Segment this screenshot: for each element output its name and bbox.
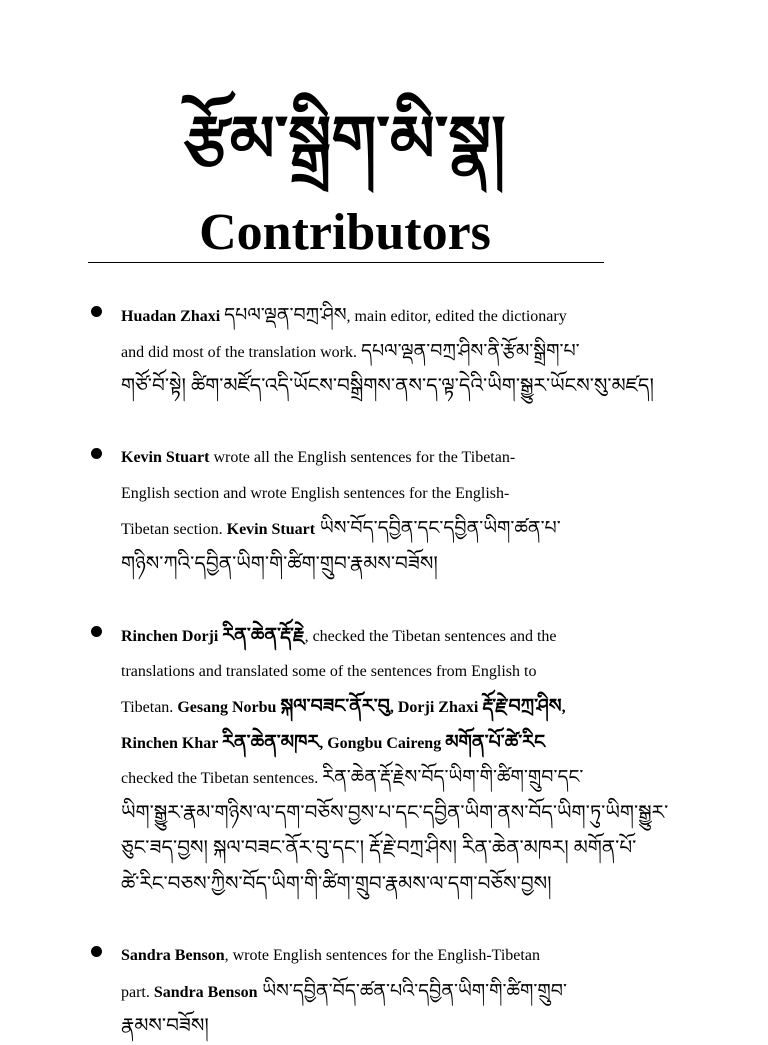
separator: , — [389, 699, 398, 716]
contributor-name: Dorji Zhaxi — [397, 699, 483, 716]
tibetan-text: ཅུང་ཟད་བྱས། སྐལ་བཟང་ནོར་བུ་དང་། རྡོ་རྗེ་བཀྲ་ཤིས། རིན་ཆེན་མཁར། མགོན་པོ་ — [121, 837, 637, 859]
entry-line — [121, 369, 654, 405]
tibetan-text: གཉིས་ཀའི་དབྱིན་ཡིག་གི་ཚིག་གྲུབ་རྣམས་བཟོས། — [121, 552, 438, 575]
tibetan-title: རྩོམ་སྒྲིག་མི་སྣ། — [184, 104, 506, 175]
entry-line — [121, 440, 608, 476]
tibetan-name: རིན་ཆེན་མཁར — [222, 731, 320, 753]
contributor-name: Kevin Stuart — [226, 521, 316, 538]
contributor-entry-rinchen-dorji — [88, 618, 669, 902]
contributor-name: Kevin Stuart — [121, 449, 210, 466]
contributor-name: Rinchen Dorji — [121, 628, 223, 645]
bullet-icon — [91, 306, 102, 317]
entry-text: translations and translated some of the sentences from English to — [121, 662, 537, 680]
tibetan-text: ཚེ་རིང་བཅས་ཀྱིས་བོད་ཡིག་གི་ཚིག་གྲུབ་རྣམས་ལ་དག་བཅོས་བྱས། — [121, 872, 552, 895]
contributor-entry-kevin-stuart — [88, 440, 608, 582]
entry-text: checked the Tibetan sentences. — [121, 770, 323, 787]
entry-line — [121, 654, 608, 690]
bullet-icon — [91, 946, 102, 957]
bullet-icon — [91, 626, 102, 637]
tibetan-name: སྐལ་བཟང་ནོར་བུ — [280, 696, 390, 717]
entry-line — [121, 689, 608, 725]
entry-text: English section and wrote English sentences for the English- — [121, 484, 510, 502]
entry-text: , main editor, edited the dictionary — [346, 308, 567, 325]
entry-line — [121, 725, 608, 761]
entry-line — [121, 298, 608, 334]
contributor-entry-huadan-zhaxi — [88, 298, 654, 405]
contributor-name: Sandra Benson — [153, 983, 258, 1001]
entry-text: , checked the Tibetan sentences and the — [304, 628, 557, 645]
entry-line — [121, 511, 608, 547]
entry-text: and did most of the translation work. — [121, 343, 361, 361]
entry-text: wrote all the English sentences for the Tibetan- — [209, 449, 516, 466]
separator: , — [561, 699, 566, 716]
tibetan-text: རིན་ཆེན་རྡོ་རྗེས་བོད་ཡིག་གི་ཚིག་གྲུབ་དང་ — [322, 767, 584, 788]
entry-line — [121, 760, 608, 796]
tibetan-name: རིན་ཆེན་རྡོ་རྗེ — [222, 625, 305, 646]
contributor-name: Gesang Norbu — [177, 699, 281, 716]
tibetan-name: དཔལ་ལྡན་བཀྲ་ཤིས — [224, 305, 347, 326]
contributor-name: Sandra Benson — [121, 947, 225, 964]
entry-line — [121, 334, 608, 370]
entry-line — [121, 476, 608, 512]
bullet-icon — [91, 448, 102, 459]
entry-line — [121, 974, 608, 1010]
tibetan-text: དཔལ་ལྡན་བཀྲ་ཤིས་ནི་རྩོམ་སྒྲིག་པ་ — [360, 340, 580, 362]
contributor-name: Gongbu Caireng — [327, 734, 446, 752]
title-divider — [88, 262, 604, 263]
tibetan-name: རྡོ་རྗེ་བཀྲ་ཤིས — [482, 696, 562, 717]
tibetan-name: མགོན་པོ་ཚེ་རིང — [445, 731, 546, 753]
contributor-name: Huadan Zhaxi — [121, 308, 225, 325]
entry-line — [121, 867, 608, 903]
entry-line — [121, 831, 637, 867]
entry-line — [121, 938, 608, 974]
entry-line — [121, 796, 669, 832]
entry-text: Tibetan. — [121, 699, 178, 716]
tibetan-text: རྣམས་བཟོས། — [121, 1015, 209, 1037]
tibetan-text: གཙོ་བོ་སྟེ། ཚིག་མཛོད་འདི་ཡོངས་བསྒྲིགས་ནས་ད་ལྟ་དེའི་ཡིག་སྒྱུར་ཡོངས་སུ་མཛད། — [121, 375, 654, 397]
entry-line — [121, 618, 608, 654]
entry-line — [121, 547, 608, 583]
entry-text: Tibetan section. — [121, 521, 227, 538]
tibetan-text: ཡིས་དབྱིན་བོད་ཚན་པའི་དབྱིན་ཡིག་གི་ཚིག་གྲུབ་ — [257, 980, 567, 1002]
separator: , — [319, 734, 328, 752]
contributor-entry-sandra-benson — [88, 938, 608, 1045]
page-title: Contributors — [199, 204, 491, 261]
tibetan-text: ཡིས་བོད་དབྱིན་དང་དབྱིན་ཡིག་ཚན་པ་ — [315, 518, 561, 539]
entry-text: , wrote English sentences for the English-Tibetan — [224, 947, 540, 964]
contributor-name: Rinchen Khar — [121, 734, 223, 752]
entry-line — [121, 1009, 608, 1045]
tibetan-text: ཡིག་སྒྱུར་རྣམ་གཉིས་ལ་དག་བཅོས་བྱས་པ་དང་དབྱིན་ཡིག་ནས་བོད་ཡིག་ཏུ་ཡིག་སྒྱུར་ — [121, 801, 669, 824]
entry-text: part. — [121, 983, 154, 1001]
